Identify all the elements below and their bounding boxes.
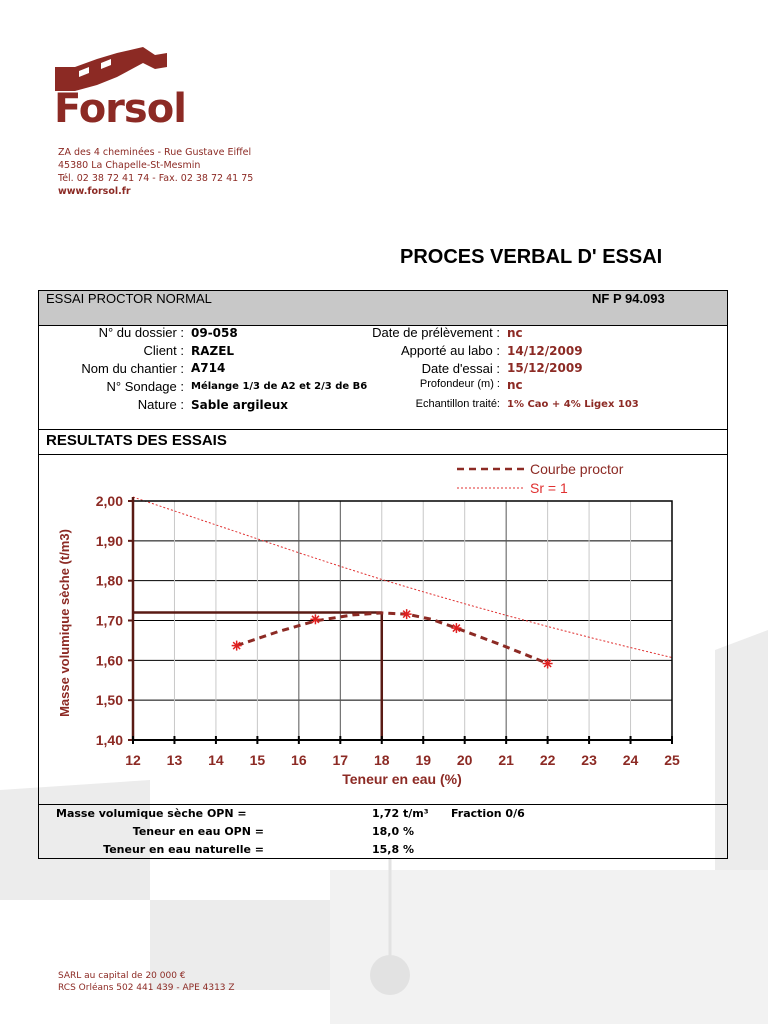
y-tick-label: 1,60 (95, 652, 123, 669)
address-line-3: Tél. 02 38 72 41 74 - Fax. 02 38 72 41 75 (58, 173, 254, 184)
dossier-value: 09-058 (191, 326, 238, 340)
natural-water-value: 15,8 % (372, 843, 414, 856)
results-heading: RESULTATS DES ESSAIS (46, 432, 227, 449)
prelevement-label: Date de prélèvement : (372, 325, 500, 340)
proctor-chart (39, 455, 727, 803)
chantier-value: A714 (191, 361, 226, 375)
profondeur-value: nc (507, 378, 523, 392)
y-tick-label: 1,90 (95, 532, 123, 549)
x-tick-label: 20 (456, 752, 473, 768)
x-tick-label: 17 (332, 752, 349, 768)
opn-water-value: 18,0 % (372, 825, 414, 838)
x-tick-label: 24 (622, 752, 639, 768)
chart-grid (133, 501, 672, 740)
data-point (232, 641, 242, 651)
company-name: Forsol (54, 86, 186, 132)
address-line-2: 45380 La Chapelle-St-Mesmin (58, 160, 201, 171)
opn-density-label: Masse volumique sèche OPN = (56, 807, 247, 820)
y-axis-label: Masse volumique sèche (t/m3) (57, 529, 72, 717)
dossier-label: N° du dossier : (98, 325, 184, 340)
test-standard: NF P 94.093 (592, 291, 665, 306)
data-point (310, 614, 320, 624)
data-point (451, 623, 461, 633)
sondage-label: N° Sondage : (106, 379, 184, 394)
x-tick-label: 19 (415, 752, 432, 768)
echantillon-label: Echantillon traité: (415, 398, 500, 410)
address-line-1: ZA des 4 cheminées - Rue Gustave Eiffel (58, 147, 252, 158)
divider (39, 429, 727, 430)
x-tick-label: 23 (581, 752, 597, 768)
opn-density-value: 1,72 t/m³ (372, 807, 429, 820)
legend-sr-label: Sr = 1 (530, 480, 568, 496)
chantier-label: Nom du chantier : (81, 361, 184, 376)
x-tick-label: 15 (249, 752, 266, 768)
test-name: ESSAI PROCTOR NORMAL (46, 291, 212, 306)
data-point (402, 609, 412, 619)
chart-ticks (96, 493, 680, 768)
x-tick-label: 25 (664, 752, 680, 768)
y-tick-label: 1,80 (95, 572, 123, 589)
x-tick-label: 13 (166, 752, 183, 768)
y-tick-label: 2,00 (95, 493, 123, 509)
client-value: RAZEL (191, 344, 235, 358)
y-tick-label: 1,70 (95, 612, 123, 629)
chart-legend (457, 461, 624, 496)
natural-water-label: Teneur en eau naturelle = (103, 843, 264, 856)
date-essai-value: 15/12/2009 (507, 361, 583, 375)
x-tick-label: 18 (373, 752, 390, 768)
footer-rcs: RCS Orléans 502 441 439 - APE 4313 Z (58, 983, 235, 993)
apporte-value: 14/12/2009 (507, 344, 583, 358)
y-tick-label: 1,40 (95, 732, 123, 748)
footer-capital: SARL au capital de 20 000 € (58, 971, 186, 981)
saturation-curve (133, 497, 672, 658)
legend-proctor-label: Courbe proctor (530, 461, 624, 477)
apporte-label: Apporté au labo : (400, 343, 500, 358)
x-tick-label: 12 (125, 752, 141, 768)
nature-label: Nature : (137, 397, 184, 412)
echantillon-value: 1% Cao + 4% Ligex 103 (507, 399, 639, 410)
date-essai-label: Date d'essai : (421, 361, 500, 376)
nature-value: Sable argileux (191, 398, 289, 412)
proctor-markers (232, 609, 553, 668)
prelevement-value: nc (507, 326, 523, 340)
sr-curve-line (133, 497, 672, 658)
x-tick-label: 16 (291, 752, 307, 768)
client-label: Client : (143, 343, 184, 358)
profondeur-label: Profondeur (m) : (419, 378, 500, 390)
x-axis-label: Teneur en eau (%) (342, 771, 462, 787)
y-tick-label: 1,50 (95, 692, 123, 709)
document-title: PROCES VERBAL D' ESSAI (400, 246, 663, 268)
sondage-value: Mélange 1/3 de A2 et 2/3 de B6 (191, 381, 368, 392)
x-tick-label: 14 (208, 752, 224, 768)
x-tick-label: 22 (539, 752, 556, 768)
divider (39, 804, 727, 805)
fraction-label: Fraction 0/6 (451, 807, 525, 820)
opn-water-label: Teneur en eau OPN = (132, 825, 264, 838)
x-tick-label: 21 (498, 752, 514, 768)
chart-axes (133, 497, 672, 740)
website-link[interactable]: www.forsol.fr (58, 186, 131, 197)
